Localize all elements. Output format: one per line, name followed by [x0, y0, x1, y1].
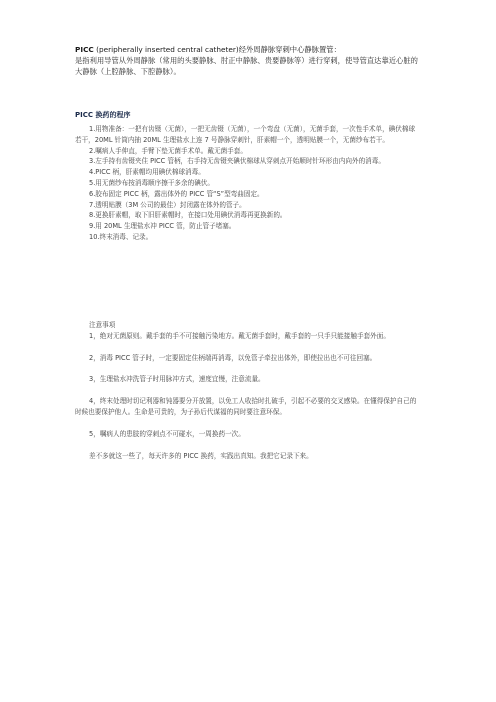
precaution-item: 5，嘱病人的患肢的穿刺点不可碰水，一周换药一次。	[89, 429, 245, 438]
intro-paragraph: 是指利用导管从外周静脉（常用的头要静脉、肘正中静脉、贵要静脉等）进行穿刺，使导管直达靠近心脏的大静脉（上腔静脉、下腔静脉）。	[75, 56, 418, 76]
closing-paragraph: 差不多就这一些了，每天许多的 PICC 换药，实践出真知。我把它记录下来。	[89, 451, 313, 460]
precaution-item: 1，绝对无菌原则。戴手套的手不可接触污染地方。戴无菌手套时，戴手套的一只手只能接触手套外面。	[89, 331, 390, 340]
step-item: 5.用无菌纱布按消毒顺序擦干多余的碘伏。	[89, 178, 214, 187]
precautions-section	[75, 320, 421, 461]
step-item: 7.透明贴膜（3M 公司的最佳）封闭露在体外的管子。	[89, 200, 246, 209]
precaution-item: 2，消毒 PICC 管子时，一定要固定住柄端再消毒，以免管子牵拉出体外，即使拉出也不可往回塞。	[89, 353, 377, 362]
title-definition: (peripherally inserted central catheter)经外周静脉穿刺中心静脉置管：	[93, 45, 341, 54]
precaution-item: 4，终末处理时切记利器和钝器要分开放置，以免工人收拾时扎破手，引起不必要的交叉感染。在懂得保护自己的时候也要保护他人。生命是可贵的，为子孙后代谋福的同时要注意环保。	[75, 397, 417, 416]
document-title	[75, 44, 420, 55]
step-item: 6.胶布固定 PICC 柄，露出体外的 PICC 管“S”型弯曲固定。	[89, 189, 264, 198]
step-item: 9.用 20ML 生理盐水冲 PICC 管，防止管子堵塞。	[89, 222, 236, 231]
step-item: 10.终末消毒、记录。	[89, 232, 153, 241]
title-acronym: PICC	[75, 45, 94, 54]
precaution-item: 3，生理盐水冲洗管子时用脉冲方式，速度宜慢，注意流量。	[89, 375, 265, 384]
procedure-steps	[75, 124, 421, 243]
step-item: 3.左手持有齿镊夹住 PICC 管柄，右手持无齿镊夹碘伏棉球从穿刺点开始顺时针环形由内向外的消毒。	[89, 157, 385, 166]
step-item: 1.用物准备：一把有齿镊（无菌），一把无齿镊（无菌），一个弯盘（无菌），无菌手套，一次性手术单，碘伏棉球若干，20ML 针筒内抽 20ML 生理盐水上连 7 号静脉穿刺针，肝素帽一个，透明贴膜一个，无菌纱布若干。	[75, 125, 416, 144]
section-heading: PICC 换药的程序	[75, 111, 131, 119]
step-item: 8.更换肝素帽，取下旧肝素帽时，在接口处用碘伏消毒再更换新的。	[89, 211, 287, 220]
precautions-heading: 注意事项	[89, 321, 116, 329]
step-item: 2.嘱病人手伸直，手臂下垫无菌手术单。戴无菌手套。	[89, 146, 247, 155]
step-item: 4.PICC 柄，肝素帽均用碘伏棉球消毒。	[89, 168, 205, 177]
